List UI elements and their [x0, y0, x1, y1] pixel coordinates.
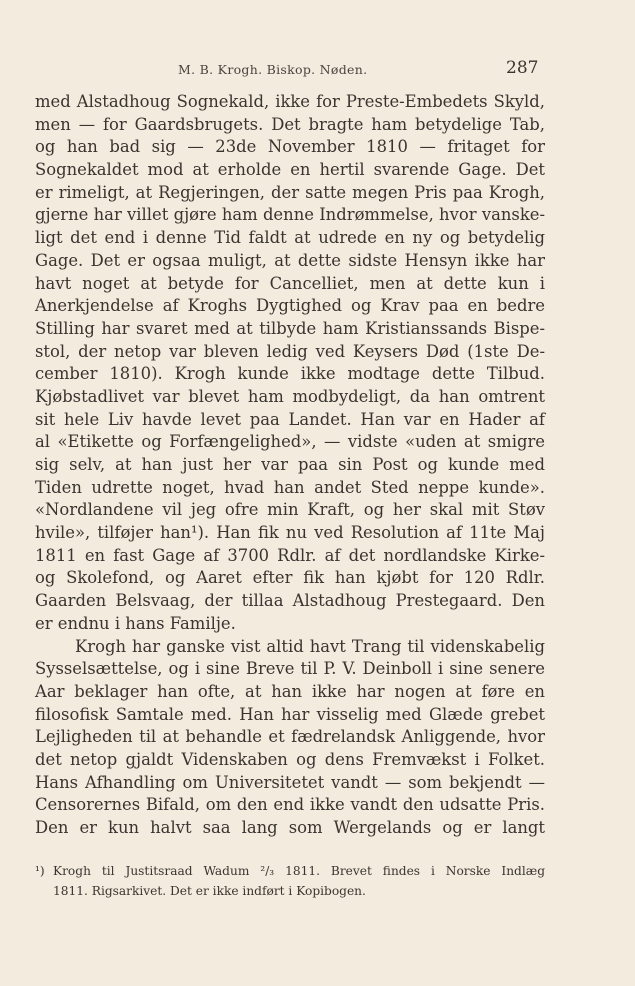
text-line: al «Etikette og Forfængelighed», — vidste «uden at smigre: [35, 432, 545, 452]
running-title: M. B. Krogh. Biskop. Nøden.: [178, 62, 368, 77]
text-line: Hans Afhandling om Universitetet vandt — som bekjendt —: [35, 772, 545, 792]
page-header: [0, 58, 635, 82]
text-line: cember 1810). Krogh kunde ikke modtage dette Tilbud.: [35, 364, 545, 384]
text-line: og han bad sig — 23de November 1810 — fritaget for: [35, 137, 545, 157]
text-line: Lejligheden til at behandle et fædrelandsk Anliggende, hvor: [35, 727, 545, 747]
text-line: sig selv, at han just her var paa sin Post og kunde med: [35, 455, 545, 474]
text-line: sit hele Liv havde levet paa Landet. Han var en Hader af: [35, 409, 545, 429]
page-number: 287: [506, 58, 539, 78]
text-line: Kjøbstadlivet var blevet ham modbydeligt, da han omtrent: [35, 386, 545, 406]
text-line: 1811 en fast Gage af 3700 Rdlr. af det nordlandske Kirke-: [35, 545, 545, 565]
text-line: Sognekaldet mod at erholde en hertil svarende Gage. Det: [35, 160, 545, 180]
text-line: Tiden udrette noget, hvad han andet Sted neppe kunde».: [35, 477, 545, 497]
text-line: Stilling har svaret med at tilbyde ham Kristianssands Bispe-: [35, 318, 545, 338]
footnote-mark: ¹): [35, 864, 45, 878]
text-line: Aar beklager han ofte, at han ikke har nogen at føre en: [35, 681, 545, 701]
text-line: er rimeligt, at Regjeringen, der satte megen Pris paa Krogh,: [35, 182, 545, 202]
text-line: havt noget at betyde for Cancelliet, men at dette kun i: [35, 273, 545, 293]
text-line: gjerne har villet gjøre ham denne Indrømmelse, hvor vanske-: [35, 205, 545, 225]
footnotes: [35, 861, 545, 901]
text-line: filosofisk Samtale med. Han har visselig med Glæde grebet: [35, 704, 545, 724]
text-line: men — for Gaardsbrugets. Det bragte ham betydelige Tab,: [35, 114, 545, 134]
text-line: Den er kun halvt saa lang som Wergelands og er langt: [35, 818, 545, 837]
text-line: stol, der netop var bleven ledig ved Keysers Død (1ste De-: [35, 341, 545, 361]
text-line: ligt det end i denne Tid faldt at udrede en ny og betydelig: [35, 228, 545, 248]
text-line: «Nordlandene vil jeg ofre min Kraft, og her skal mit Støv: [35, 500, 545, 520]
text-line: Censorernes Bifald, om den end ikke vandt den udsatte Pris.: [35, 795, 545, 815]
text-line: Gage. Det er ogsaa muligt, at dette sidste Hensyn ikke har: [35, 250, 545, 270]
text-line: Gaarden Belsvaag, der tillaa Alstadhoug Prestegaard. Den: [35, 591, 545, 611]
footnote-line: [35, 861, 545, 881]
text-line: Krogh har ganske vist altid havt Trang til videnskabelig: [75, 636, 545, 656]
text-line: og Skolefond, og Aaret efter fik han kjøbt for 120 Rdlr.: [35, 568, 545, 588]
text-line: det netop gjaldt Videnskaben og dens Fremvækst i Folket.: [35, 749, 545, 769]
footnote-text: Krogh til Justitsraad Wadum ²/₃ 1811. Brevet findes i Norske Indlæg: [53, 864, 545, 878]
text-line: hvile», tilføjer han¹). Han fik nu ved Resolution af 11te Maj: [35, 523, 545, 543]
text-line: med Alstadhoug Sognekald, ikke for Preste-Embedets Skyld,: [35, 92, 545, 111]
text-line: Anerkjendelse af Kroghs Dygtighed og Krav paa en bedre: [35, 296, 545, 316]
body-text: [35, 91, 545, 840]
text-line: Sysselsættelse, og i sine Breve til P. V. Deinboll i sine senere: [35, 659, 545, 679]
footnote-line: 1811. Rigsarkivet. Det er ikke indført i Kopibogen.: [53, 884, 366, 898]
text-line: er endnu i hans Familje.: [35, 613, 236, 633]
